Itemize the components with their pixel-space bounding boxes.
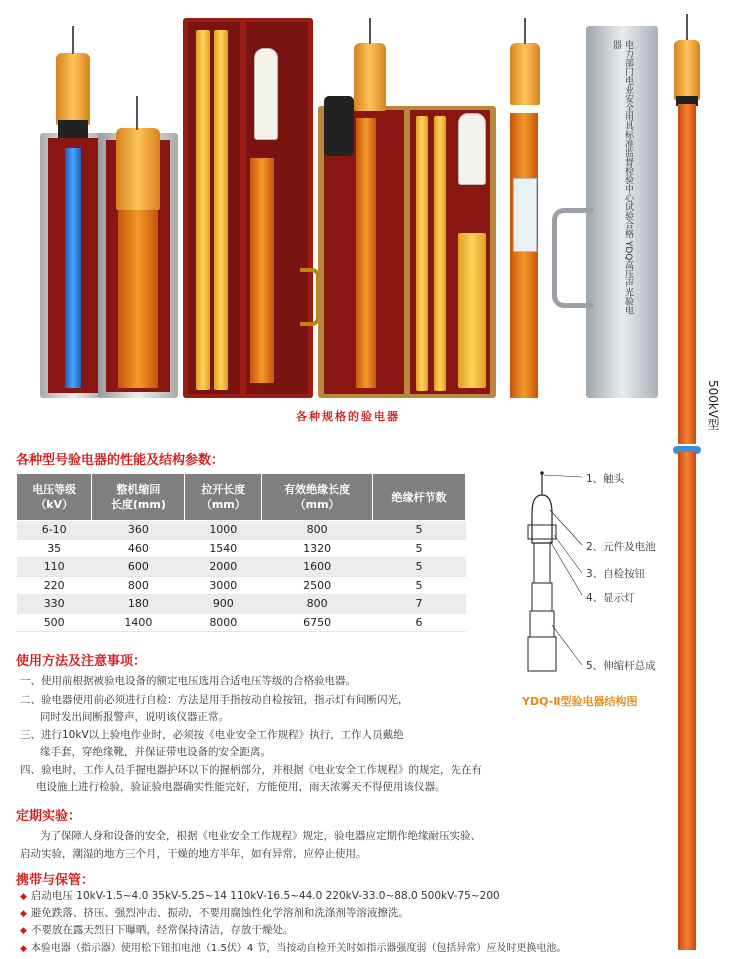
table-row [17, 613, 466, 632]
diagram-label: 2、元件及电池 [586, 541, 656, 553]
table-cell: 35 [17, 539, 92, 558]
table-cell: 1600 [262, 558, 373, 577]
storage-item [20, 905, 409, 920]
product-photo-collage [18, 18, 658, 398]
usage-line: 一、使用前根据被验电设备的额定电压选用合适电压等级的合格验电器。 [20, 675, 356, 687]
photo-caption: 各种规格的验电器 [296, 410, 400, 423]
table-header-row [17, 474, 466, 521]
case-label-text: 电力部门电业安全用具标准监督检验中心试验合格 YDQ高压声光验电器 [611, 40, 633, 315]
table-cell: 5 [372, 576, 465, 595]
storage-item-text: 启动电压 10kV-1.5~4.0 35kV-5.25~14 110kV-16.5~44.0 220kV-33.0~88.0 500kV-75~200 [30, 890, 500, 902]
table-cell: 800 [262, 521, 373, 540]
pole-500kv [670, 0, 706, 959]
detector-head [56, 53, 90, 125]
table-title: 各种型号验电器的性能及结构参数： [16, 453, 225, 468]
diagram-label: 5、伸缩杆总成 [586, 660, 656, 672]
usage-line: 同时发出间断报警声，说明该仪器正常。 [40, 711, 229, 723]
table-cell: 7 [372, 595, 465, 614]
table-cell: 600 [92, 558, 185, 577]
table-cell: 2000 [185, 558, 262, 577]
bullet-icon: ◆ [20, 909, 27, 919]
table-cell: 110 [17, 558, 92, 577]
table-cell: 5 [372, 558, 465, 577]
bullet-icon: ◆ [20, 892, 27, 902]
table-row [17, 521, 466, 540]
table-row [17, 576, 466, 595]
table-cell: 6 [372, 613, 465, 632]
table-row [17, 539, 466, 558]
table-cell: 220 [17, 576, 92, 595]
inspection-line: 为了保障人身和设备的安全，根据《电业安全工作规程》规定，验电器应定期作绝缘耐压实验、 [40, 830, 481, 842]
col-header: 整机缩回 长度(mm) [92, 474, 185, 521]
storage-item-text: 不要放在露天烈日下曝晒，经常保持清洁，存放干燥处。 [30, 924, 294, 936]
diagram-label: 4、显示灯 [586, 592, 635, 604]
table-cell: 3000 [185, 576, 262, 595]
orange-telescopic-pole [510, 113, 538, 398]
col-header: 绝缘杆节数 [372, 474, 465, 521]
structure-diagram [510, 465, 660, 690]
usage-line: 缘手套，穿绝缘靴，并保证带电设备的安全距离。 [40, 746, 271, 758]
table-cell: 1000 [185, 521, 262, 540]
table-row [17, 595, 466, 614]
table-row [17, 558, 466, 577]
bullet-icon: ◆ [20, 926, 27, 936]
table-cell: 180 [92, 595, 185, 614]
table-cell: 500 [17, 613, 92, 632]
storage-item [20, 922, 293, 937]
col-header: 有效绝缘长度 （mm） [262, 474, 373, 521]
table-cell: 1400 [92, 613, 185, 632]
usage-line: 电设施上进行检验，验证验电器确实性能完好，方能使用，雨天浓雾天不得使用该仪器。 [36, 781, 446, 793]
table-cell: 900 [185, 595, 262, 614]
table-cell: 1320 [262, 539, 373, 558]
table-cell: 6-10 [17, 521, 92, 540]
storage-item [20, 888, 500, 903]
usage-line: 三、进行10kV以上验电作业时，必须按《电业安全工作规程》执行，工作人员戴绝 [20, 729, 404, 741]
col-header: 拉开长度 （mm） [185, 474, 262, 521]
table-cell: 360 [92, 521, 185, 540]
spec-table [16, 473, 466, 632]
storage-title: 携带与保管： [16, 873, 95, 888]
table-cell: 5 [372, 521, 465, 540]
col-header: 电压等级 （kV） [17, 474, 92, 521]
table-cell: 8000 [185, 613, 262, 632]
table-cell: 800 [262, 595, 373, 614]
table-cell: 5 [372, 539, 465, 558]
table-cell: 1540 [185, 539, 262, 558]
storage-item-text: 避免跌落、挤压、强烈冲击、振动，不要用腐蚀性化学溶剂和洗涤剂等溶液擦洗。 [30, 907, 409, 919]
inspection-line: 启动实验，潮湿的地方三个月，干燥的地方半年，如有异常，应停止使用。 [20, 848, 367, 860]
diagram-label: 1、触头 [586, 473, 625, 485]
usage-title: 使用方法及注意事项： [16, 654, 147, 669]
table-cell: 6750 [262, 613, 373, 632]
table-cell: 460 [92, 539, 185, 558]
table-cell: 330 [17, 595, 92, 614]
storage-item-text: 本验电器（指示器）使用松下钮扣电池（1.5伏）4 节，当按动自检开关时如指示器强度弱（包括异常）应及时更换电池。 [30, 943, 567, 954]
blue-telescopic-pole [65, 148, 81, 388]
diagram-label: 3、自检按钮 [586, 568, 646, 580]
storage-item [20, 939, 566, 954]
inspection-title: 定期实验： [16, 809, 82, 824]
usage-line: 二、验电器使用前必须进行自检：方法是用手指按动自检按钮，指示灯有间断闪光， [20, 694, 409, 706]
side-model-label: 500kV型 [706, 380, 720, 431]
bullet-icon: ◆ [20, 944, 27, 954]
diagram-title: YDQ-Ⅱ型验电器结构图 [522, 695, 638, 708]
usage-line: 四、验电时，工作人员手握电器护环以下的握柄部分，并根据《电业安全工作规程》的规定，先在有 [20, 764, 482, 776]
table-cell: 800 [92, 576, 185, 595]
table-cell: 2500 [262, 576, 373, 595]
